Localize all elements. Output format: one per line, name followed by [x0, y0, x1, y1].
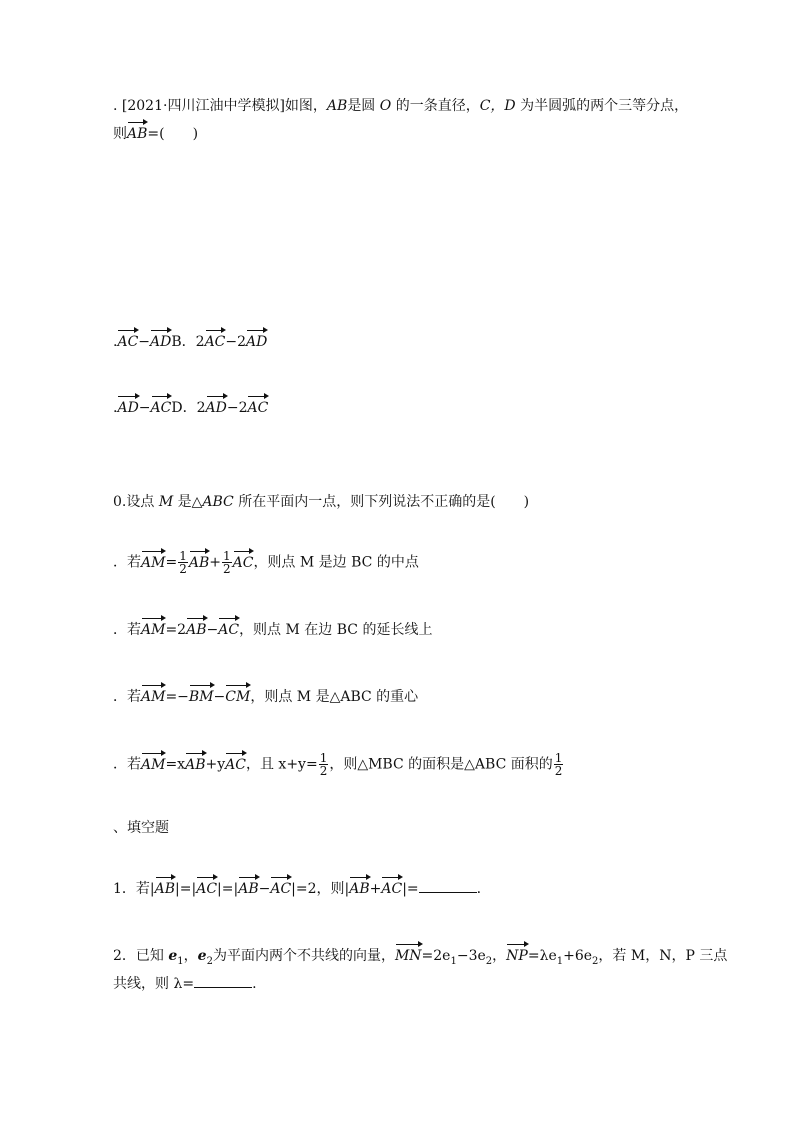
- text: |=: [402, 881, 419, 897]
- vector-AC: AC: [381, 881, 403, 897]
- vector-AD: AD: [205, 400, 227, 416]
- label-M: M: [158, 494, 174, 510]
- option-row-CD: [113, 398, 268, 418]
- vector-e2: e: [197, 948, 207, 964]
- text: ，则△MBC 的面积是△ABC 面积的: [329, 756, 553, 773]
- option-label-C: .: [113, 400, 118, 416]
- vector-AB: AB: [154, 881, 176, 897]
- plus: +: [209, 554, 221, 571]
- equals: =: [165, 554, 178, 571]
- vector-AC: AC: [218, 622, 240, 638]
- text: 的一条直径，: [391, 98, 480, 114]
- fraction-one-half: [319, 752, 329, 777]
- vector-AB: AB: [185, 756, 206, 773]
- period: .: [476, 881, 482, 897]
- text: =λe: [527, 948, 557, 964]
- vector-AB: AB: [349, 881, 370, 897]
- vector-AC: AC: [232, 554, 254, 571]
- text: 则: [113, 126, 127, 142]
- text: ，且 x+y=: [245, 756, 318, 773]
- minus: −2: [225, 334, 247, 350]
- label-ABC: ABC: [202, 494, 234, 510]
- equals: =2: [165, 622, 187, 638]
- vector-MN: MN: [394, 948, 422, 964]
- fill-question-1: [113, 878, 481, 899]
- vector-AC: AC: [196, 881, 218, 897]
- option-label-D: D．2: [171, 400, 206, 416]
- vector-AD: AD: [246, 334, 268, 350]
- question-10-stem: [113, 492, 529, 512]
- vector-AM: AM: [141, 622, 166, 638]
- text: 为半圆弧的两个三等分点，: [515, 98, 689, 114]
- numerator: 1: [222, 549, 231, 563]
- text: ，则点 M 是边 BC 的中点: [253, 554, 419, 571]
- period: .: [252, 976, 257, 992]
- question-number: 2．已知: [113, 948, 169, 964]
- text: ，若 M，N，P 三点: [598, 948, 728, 964]
- vector-AB: AB: [186, 622, 207, 638]
- vector-AM: AM: [141, 756, 166, 773]
- option-label-A: .: [113, 334, 118, 350]
- vector-BM: BM: [188, 689, 214, 705]
- equals: =−: [165, 689, 189, 705]
- comma: ，: [183, 948, 198, 964]
- subscript: 1: [556, 955, 564, 967]
- text: 是△: [173, 494, 203, 510]
- text: +6e: [563, 948, 593, 964]
- denominator: 2: [179, 562, 187, 576]
- subscript: 2: [206, 955, 213, 967]
- question-10-option-A: [113, 550, 419, 575]
- vector-NP: NP: [506, 948, 528, 964]
- question-top-line1: [113, 96, 688, 116]
- subscript: 2: [485, 955, 493, 967]
- vector-AM: AM: [141, 554, 166, 571]
- label-AB: AB: [326, 98, 348, 114]
- question-10-option-D: [113, 752, 564, 777]
- plus: +: [369, 881, 382, 897]
- subscript: 1: [177, 955, 184, 967]
- question-number: 0.设点: [113, 494, 159, 510]
- minus: −2: [226, 400, 248, 416]
- text: ，则点 M 是△ABC 的重心: [250, 689, 419, 705]
- fill-question-2-line2: [113, 973, 257, 994]
- label-CD: C，D: [479, 98, 516, 114]
- fill-question-2-line1: [113, 946, 727, 972]
- answer-blank[interactable]: [419, 878, 477, 893]
- question-number: 1．若|: [113, 881, 155, 897]
- question-10-option-C: [113, 687, 418, 707]
- minus: −: [138, 400, 151, 416]
- text: =2e: [421, 948, 451, 964]
- vector-AC: AC: [117, 334, 139, 350]
- minus: −: [206, 622, 219, 638]
- numerator: 1: [554, 751, 563, 765]
- denominator: 2: [222, 562, 231, 576]
- text: ，则点 M 在边 BC 的延长线上: [239, 622, 433, 638]
- text: −3e: [456, 948, 486, 964]
- vector-AC: AC: [204, 334, 226, 350]
- fraction-one-half: [554, 752, 564, 777]
- option-label-B: B．2: [171, 334, 205, 350]
- vector-CM: CM: [225, 689, 251, 705]
- answer-blank[interactable]: [194, 973, 252, 988]
- question-10-option-B: [113, 620, 432, 640]
- option-row-AB: [113, 332, 267, 352]
- vector-AB: AB: [238, 881, 259, 897]
- text: 共线，则 λ=: [113, 976, 195, 992]
- vector-AC: AC: [150, 400, 172, 416]
- question-top-line2: [113, 124, 198, 144]
- vector-AB: AB: [188, 554, 210, 571]
- text: 所在平面内一点，则下列说法不正确的是( ): [233, 494, 530, 510]
- text: |=|: [175, 881, 197, 897]
- subscript: 2: [592, 955, 599, 967]
- minus: −: [258, 881, 271, 897]
- fraction-one-half: [178, 550, 188, 575]
- answer-paren: =( ): [147, 126, 199, 142]
- equals: =x: [165, 756, 186, 773]
- denominator: 2: [554, 764, 563, 778]
- option-prefix: ．若: [113, 756, 141, 773]
- question-source: . [2021·四川江油中学模拟]如图，: [113, 98, 327, 114]
- comma: ，: [492, 948, 507, 964]
- plus: +y: [205, 756, 226, 773]
- option-prefix: ．若: [113, 689, 141, 705]
- vector-AM: AM: [141, 689, 166, 705]
- vector-AD: AD: [150, 334, 172, 350]
- section-title: 、填空题: [113, 820, 169, 836]
- minus: −: [138, 334, 151, 350]
- subscript: 1: [450, 955, 457, 967]
- numerator: 1: [319, 751, 328, 765]
- text: 是圆: [347, 98, 380, 114]
- text: |=|: [217, 881, 239, 897]
- vector-AB: AB: [127, 126, 148, 142]
- text: 为平面内两个不共线的向量，: [212, 948, 395, 964]
- minus: −: [213, 689, 226, 705]
- vector-AC: AC: [225, 756, 246, 773]
- text: |=2，则|: [291, 881, 350, 897]
- label-O: O: [379, 98, 392, 114]
- option-prefix: ．若: [113, 554, 141, 571]
- denominator: 2: [319, 764, 328, 778]
- vector-e1: e: [168, 948, 178, 964]
- vector-AC: AC: [247, 400, 269, 416]
- vector-AC: AC: [270, 881, 292, 897]
- fraction-one-half: [222, 550, 232, 575]
- numerator: 1: [179, 549, 187, 563]
- option-prefix: ．若: [113, 622, 141, 638]
- vector-AD: AD: [117, 400, 139, 416]
